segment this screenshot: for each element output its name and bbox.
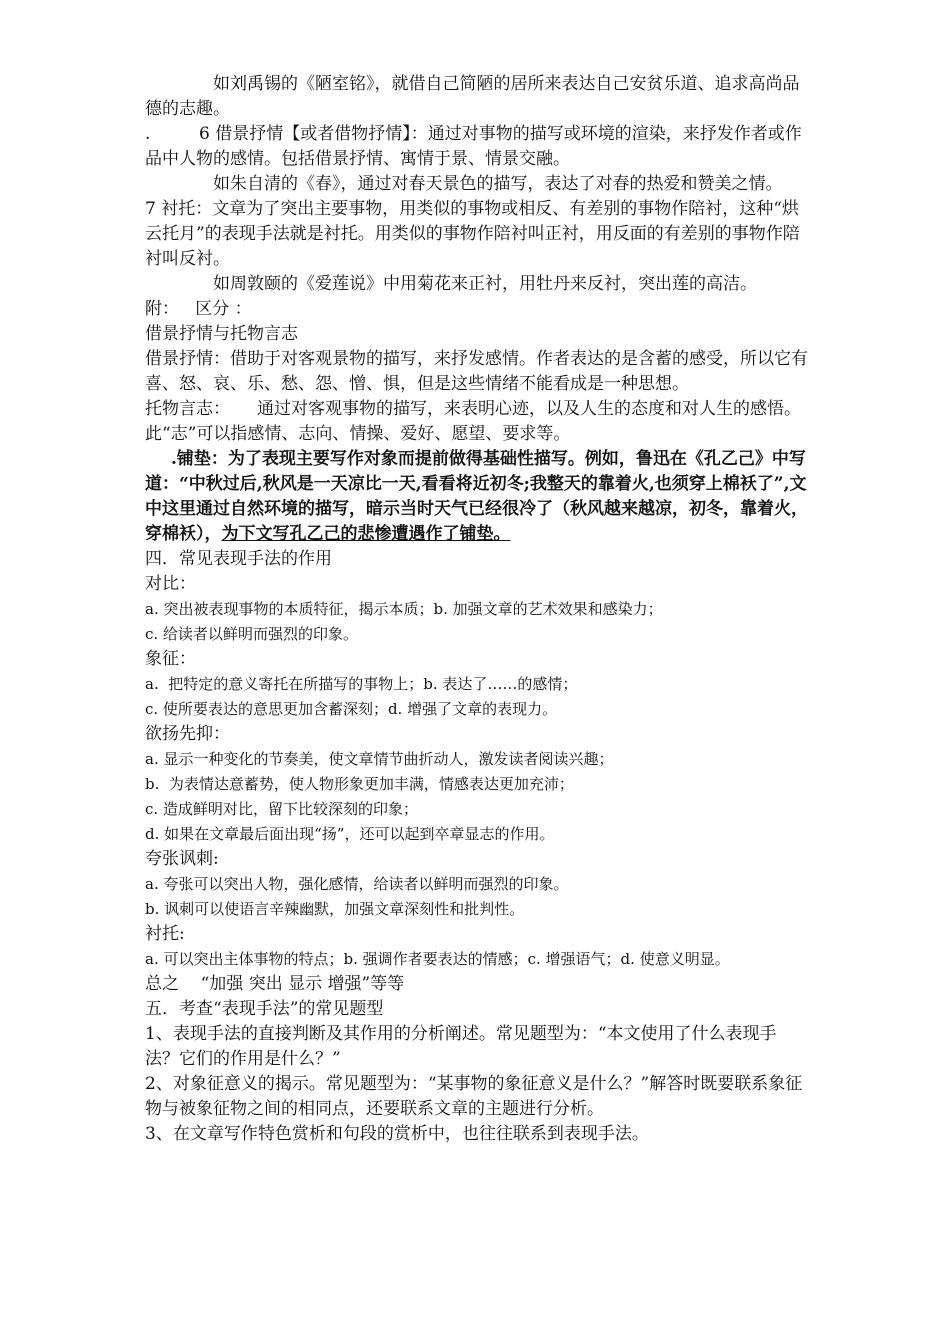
yuyang-effect-d: d. 如果在文章最后面出现“扬”，还可以起到卒章显志的作用。 — [145, 825, 555, 843]
question-type-1: 1、表现手法的直接判断及其作用的分析阐述。常见题型为：“本文使用了什么表现手法？它们的作用是什么？” — [145, 1024, 777, 1069]
document-page — [145, 72, 810, 1147]
technique-label-kuazhang-fengci: 夸张讽刺: — [145, 849, 219, 869]
paragraph-jiejing-shuqing: . 6 借景抒情【或者借物抒情】：通过对事物的描写或环境的渲染，来抒发作者或作品中人物的感情。包括借景抒情、寓情于景、情景交融。 — [145, 124, 802, 169]
paragraph-chun-example: 如朱自清的《春》，通过对春天景色的描写，表达了对春的热爱和赞美之情。 — [213, 174, 783, 194]
question-type-3: 3、在文章写作特色赏析和句段的赏析中，也往往联系到表现手法。 — [145, 1124, 649, 1144]
section-heading-4: 四．常见表现手法的作用 — [145, 549, 332, 569]
technique-label-xiangzheng: 象征： — [145, 649, 196, 669]
yuyang-effect-a: a. 显示一种变化的节奏美，使文章情节曲折动人，激发读者阅读兴趣； — [145, 750, 614, 768]
technique-label-chentuo: 衬托: — [145, 924, 185, 944]
yuyang-effect-c: c. 造成鲜明对比，留下比较深刻的印象； — [145, 800, 418, 818]
paragraph-pudian — [145, 447, 810, 547]
pudian-text: .铺垫：为了表现主要写作对象而提前做得基础性描写。例如，鲁迅在《孔乙己》中写道：“中秋过后,秋风是一天凉比一天,看看将近初冬;我整天的靠着火,也须穿上棉袄了”,文中这里通过自然环境的描写，暗示当时天气已经很冷了（秋风越来越凉，初冬，靠着火，穿棉袄）， — [145, 449, 808, 544]
definition-tuowu-yanzhi: 托物言志： 通过对客观事物的描写，来表明心迹，以及人生的态度和对人生的感悟。此“志”可以指感情、志向、情操、爱好、愿望、要求等。 — [145, 399, 802, 444]
xiangzheng-effect-ab: a. 把特定的意义寄托在所描写的事物上；b. 表达了……的感情； — [145, 675, 578, 693]
pudian-underlined-text: 为下文写孔乙己的悲惨遭遇作了铺垫。 — [221, 524, 511, 544]
duibi-effect-ab: a. 突出被表现事物的本质特征，揭示本质；b. 加强文章的艺术效果和感染力； — [145, 600, 663, 618]
technique-label-yuyang-xianyi: 欲扬先抑： — [145, 724, 230, 744]
question-type-2: 2、对象征意义的揭示。常见题型为：“某事物的象征意义是什么？”解答时既要联系象征物与被象征物之间的相同点，还要联系文章的主题进行分析。 — [145, 1074, 803, 1119]
appendix-label: 附： 区分 ： — [145, 299, 252, 319]
definition-jiejing-shuqing: 借景抒情：借助于对客观景物的描写，来抒发感情。作者表达的是含蓄的感受，所以它有喜、怒、哀、乐、愁、怨、憎、惧，但是这些情绪不能看成是一种思想。 — [145, 349, 808, 394]
fengci-effect-b: b. 讽刺可以使语言辛辣幽默，加强文章深刻性和批判性。 — [145, 900, 525, 918]
duibi-effect-c: c. 给读者以鲜明而强烈的印象。 — [145, 625, 358, 643]
paragraph-chentuo: 7 衬托：文章为了突出主要事物，用类似的事物或相反、有差别的事物作陪衬，这种“烘云托月”的表现手法就是衬托。用类似的事物作陪衬叫正衬，用反面的有差别的事物作陪衬叫反衬。 — [145, 199, 800, 269]
section-heading-5: 五．考查“表现手法”的常见题型 — [145, 999, 384, 1019]
distinction-heading: 借景抒情与托物言志 — [145, 324, 298, 344]
kuazhang-effect-a: a. 夸张可以突出人物，强化感情，给读者以鲜明而强烈的印象。 — [145, 875, 569, 893]
xiangzheng-effect-cd: c. 使所要表达的意思更加含蓄深刻；d. 增强了文章的表现力。 — [145, 700, 558, 718]
paragraph-ailianshuo-example: 如周敦颐的《爱莲说》中用菊花来正衬，用牡丹来反衬，突出莲的高洁。 — [213, 274, 757, 294]
yuyang-effect-b: b. 为表情达意蓄势，使人物形象更加丰满，情感表达更加充沛； — [145, 775, 574, 793]
paragraph-lousheming-example: 如刘禹锡的《陋室铭》，就借自己简陋的居所来表达自己安贫乐道、追求高尚品德的志趣。 — [145, 74, 800, 119]
chentuo-effects: a. 可以突出主体事物的特点；b. 强调作者要表达的情感；c. 增强语气；d. 使意义明显。 — [145, 950, 730, 968]
technique-label-duibi: 对比： — [145, 574, 196, 594]
summary-line: 总之 “加强 突出 显示 增强”等等 — [145, 974, 405, 994]
